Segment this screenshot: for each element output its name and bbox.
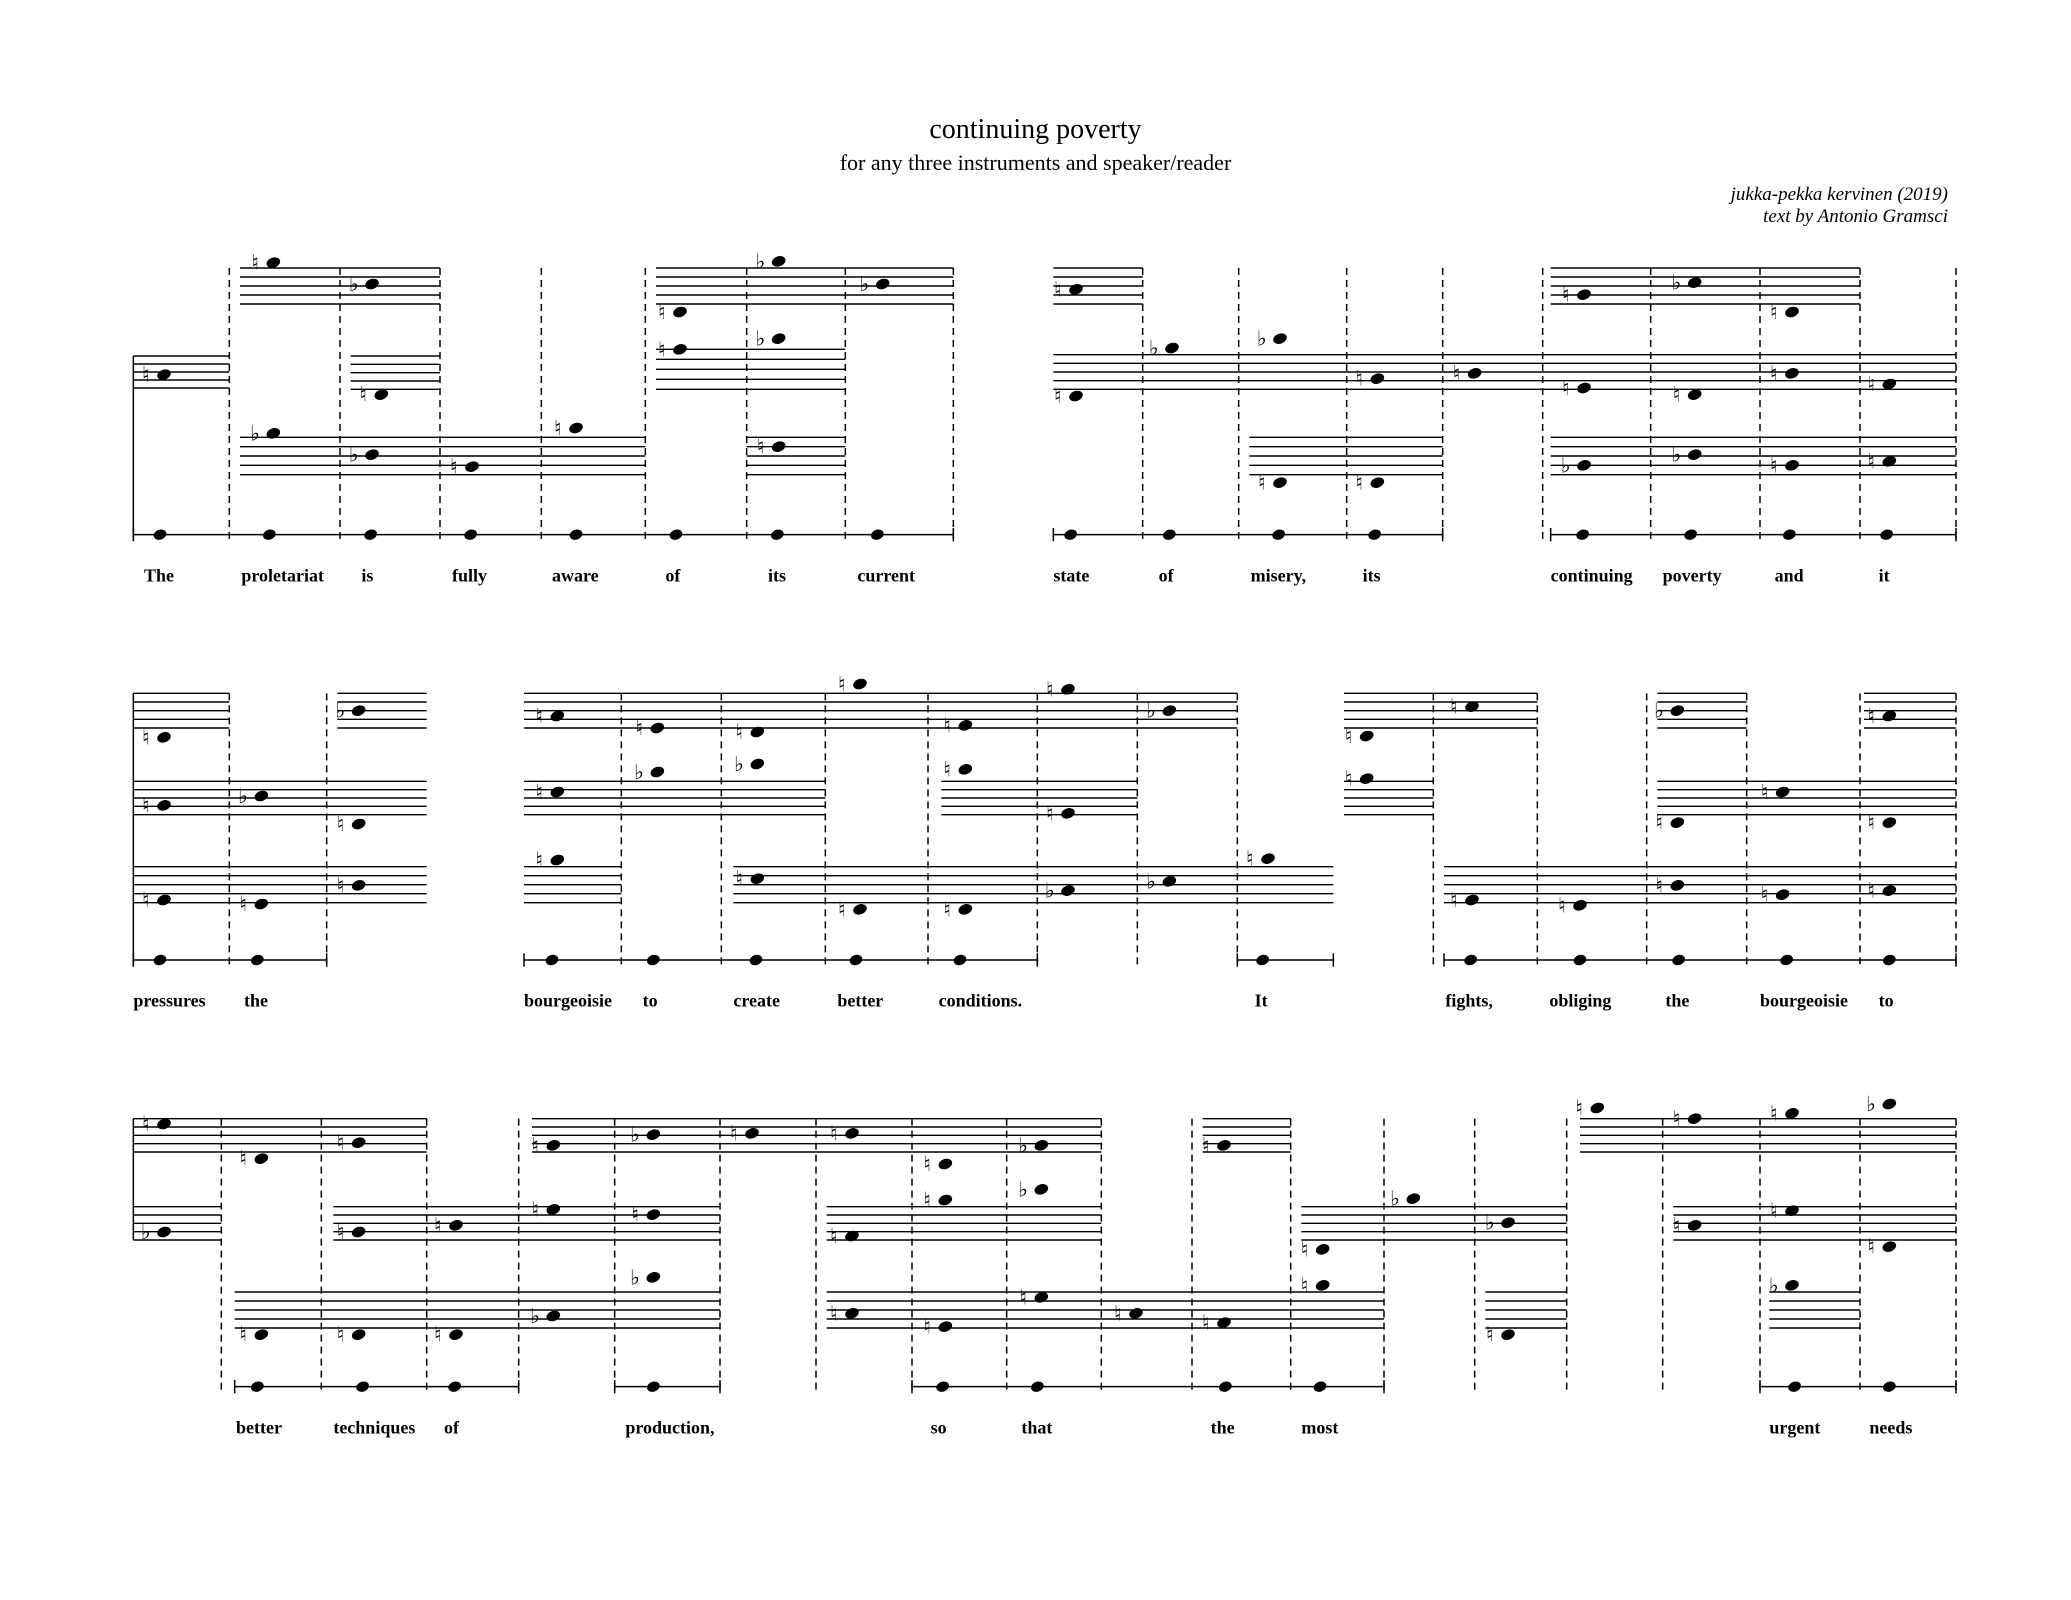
natural-sign: ♮ <box>1201 1310 1210 1335</box>
notehead <box>1060 682 1077 696</box>
lyric-word: to <box>1878 990 1894 1011</box>
notehead <box>464 460 481 474</box>
lyric-word: that <box>1021 1417 1053 1438</box>
speech-note <box>355 1380 371 1394</box>
natural-sign: ♮ <box>239 892 247 916</box>
natural-sign: ♮ <box>829 1224 838 1248</box>
natural-sign: ♮ <box>943 897 951 922</box>
notehead <box>844 1126 861 1140</box>
lyric-word: The <box>144 565 175 586</box>
notehead <box>1572 898 1589 912</box>
speech-note <box>250 1380 266 1394</box>
natural-sign: ♮ <box>141 1112 150 1136</box>
flat-sign: ♭ <box>348 272 359 296</box>
natural-sign: ♮ <box>1452 361 1461 386</box>
flat-sign: ♭ <box>634 760 644 784</box>
composer-credit: jukka-pekka kervinen (2019) <box>1730 184 1948 205</box>
flat-sign: ♭ <box>1671 442 1682 467</box>
speech-note <box>668 528 684 542</box>
lyric-word: and <box>1774 565 1804 586</box>
flat-sign: ♭ <box>1256 326 1267 351</box>
natural-sign: ♮ <box>1672 1213 1681 1238</box>
speech-note <box>646 953 662 967</box>
flat-sign: ♭ <box>630 1265 640 1290</box>
natural-sign: ♮ <box>1019 1285 1027 1310</box>
flat-sign: ♭ <box>250 421 260 446</box>
lyric-word: pressures <box>133 990 206 1011</box>
natural-sign: ♮ <box>359 382 367 407</box>
notehead <box>1784 1278 1801 1292</box>
natural-sign: ♮ <box>1672 382 1681 407</box>
flat-sign: ♭ <box>755 326 766 351</box>
natural-sign: ♮ <box>923 1152 931 1176</box>
speech-note <box>935 1380 951 1394</box>
lyric-word: state <box>1053 565 1090 586</box>
natural-sign: ♮ <box>1760 882 1769 907</box>
flat-sign: ♭ <box>530 1304 540 1328</box>
natural-sign: ♮ <box>1867 1234 1875 1259</box>
notehead <box>1369 476 1386 490</box>
lyric-word: needs <box>1869 1417 1913 1438</box>
lyric-word: conditions. <box>938 990 1023 1011</box>
natural-sign: ♮ <box>729 1121 738 1146</box>
notehead <box>350 1328 367 1342</box>
lyric-word: proletariat <box>241 565 324 586</box>
lyric-word: is <box>361 565 374 586</box>
natural-sign: ♮ <box>631 1202 639 1227</box>
speech-note <box>748 953 764 967</box>
lyric-word: better <box>837 990 884 1011</box>
natural-sign: ♮ <box>837 897 846 922</box>
notehead <box>1216 1138 1233 1152</box>
flat-sign: ♭ <box>734 752 744 776</box>
flat-sign: ♭ <box>140 1220 151 1244</box>
lyric-word: obliging <box>1549 990 1612 1011</box>
natural-sign: ♮ <box>1201 1133 1210 1158</box>
lyric-word: its <box>768 565 786 586</box>
notehead <box>1881 1240 1898 1254</box>
speech-note <box>447 1380 463 1394</box>
notehead <box>350 1225 367 1239</box>
notehead <box>1784 305 1801 319</box>
natural-sign: ♮ <box>531 1133 539 1158</box>
notehead <box>645 1270 662 1284</box>
natural-sign: ♮ <box>1867 704 1875 728</box>
natural-sign: ♮ <box>1769 361 1778 386</box>
natural-sign: ♮ <box>1449 888 1458 912</box>
flat-sign: ♭ <box>1044 878 1055 903</box>
notehead <box>844 1306 861 1320</box>
notehead <box>1881 816 1898 830</box>
natural-sign: ♮ <box>336 812 345 836</box>
speech-note <box>262 528 278 542</box>
speech-note <box>1787 1380 1803 1394</box>
natural-sign: ♮ <box>1355 366 1363 391</box>
notehead <box>1161 704 1178 718</box>
natural-sign: ♮ <box>923 1314 931 1339</box>
speech-note <box>646 1380 662 1394</box>
speech-note <box>770 528 786 542</box>
natural-sign: ♮ <box>1672 1106 1681 1131</box>
flat-sign: ♭ <box>1484 1210 1495 1235</box>
natural-sign: ♮ <box>1113 1301 1122 1326</box>
natural-sign: ♮ <box>1300 1273 1309 1298</box>
natural-sign: ♮ <box>531 1197 539 1222</box>
natural-sign: ♮ <box>943 757 951 782</box>
natural-sign: ♮ <box>943 713 951 738</box>
notehead <box>1686 276 1703 290</box>
flat-sign: ♭ <box>1148 336 1159 360</box>
flat-sign: ♭ <box>859 272 870 296</box>
notehead <box>744 1126 761 1140</box>
notehead <box>1589 1101 1606 1115</box>
natural-sign: ♮ <box>1053 277 1062 302</box>
notehead <box>1272 332 1289 346</box>
speech-note <box>1882 1380 1898 1394</box>
lyric-word: of <box>665 565 681 586</box>
notehead <box>1686 448 1703 462</box>
natural-sign: ♮ <box>1867 878 1875 903</box>
flat-sign: ♭ <box>1768 1273 1779 1298</box>
natural-sign: ♮ <box>635 716 643 740</box>
notehead <box>1784 458 1801 472</box>
notehead <box>852 677 869 691</box>
speech-note <box>1879 528 1895 542</box>
lyric-word: bourgeoisie <box>1760 990 1848 1011</box>
notehead <box>937 1157 954 1171</box>
natural-sign: ♮ <box>239 1146 247 1171</box>
natural-sign: ♮ <box>553 416 562 440</box>
natural-sign: ♮ <box>1867 372 1875 396</box>
speech-note <box>952 953 968 967</box>
natural-sign: ♮ <box>829 1301 838 1326</box>
notehead <box>770 332 787 346</box>
lyric-word: continuing <box>1550 565 1633 586</box>
lyric-word: its <box>1362 565 1381 586</box>
natural-sign: ♮ <box>141 888 150 912</box>
notehead <box>1576 288 1593 302</box>
natural-sign: ♮ <box>735 720 743 744</box>
natural-sign: ♮ <box>1760 780 1769 804</box>
notehead <box>448 1218 465 1232</box>
notehead <box>1466 366 1483 380</box>
natural-sign: ♮ <box>1257 470 1266 495</box>
notehead <box>1033 1138 1050 1152</box>
notehead <box>649 765 666 779</box>
natural-sign: ♮ <box>141 725 150 750</box>
notehead <box>749 757 766 771</box>
notehead <box>253 1152 270 1166</box>
notehead <box>1774 785 1791 799</box>
natural-sign: ♮ <box>535 780 543 804</box>
natural-sign: ♮ <box>336 1322 345 1347</box>
natural-sign: ♮ <box>1449 694 1458 719</box>
flat-sign: ♭ <box>1146 869 1156 894</box>
natural-sign: ♮ <box>1045 801 1054 826</box>
notehead <box>749 872 766 886</box>
natural-sign: ♮ <box>829 1121 838 1146</box>
lyric-word: create <box>733 990 780 1011</box>
notehead <box>1164 341 1181 355</box>
natural-sign: ♮ <box>1561 282 1570 307</box>
speech-note <box>1882 953 1898 967</box>
flat-sign: ♭ <box>238 784 248 808</box>
notehead <box>672 342 689 356</box>
notehead <box>350 704 367 718</box>
speech-note <box>152 528 168 542</box>
notehead <box>1369 372 1386 386</box>
notehead <box>253 897 270 911</box>
natural-sign: ♮ <box>336 1130 345 1155</box>
notehead <box>1784 366 1801 380</box>
speech-note <box>1162 528 1178 542</box>
flat-sign: ♭ <box>1866 1092 1876 1116</box>
natural-sign: ♮ <box>657 300 666 324</box>
notehead <box>1068 282 1085 296</box>
notehead <box>1576 381 1593 395</box>
notehead <box>770 440 787 454</box>
speech-note <box>1463 953 1479 967</box>
natural-sign: ♮ <box>449 454 458 479</box>
lyric-word: fully <box>452 565 488 586</box>
natural-sign: ♮ <box>1355 470 1363 495</box>
notehead <box>1272 476 1289 490</box>
notehead <box>1314 1278 1331 1292</box>
flat-sign: ♭ <box>1654 698 1664 723</box>
speech-note <box>1255 953 1271 967</box>
notehead <box>957 762 974 776</box>
flat-sign: ♭ <box>630 1122 640 1147</box>
notehead <box>1881 1097 1898 1111</box>
notehead <box>645 1208 662 1222</box>
notehead <box>852 902 869 916</box>
natural-sign: ♮ <box>1655 873 1663 898</box>
notehead <box>364 277 381 291</box>
notehead <box>770 254 787 268</box>
notehead <box>448 1328 465 1342</box>
speech-note <box>1683 528 1699 542</box>
natural-sign: ♮ <box>1053 384 1062 408</box>
notehead <box>545 1309 562 1323</box>
notehead <box>1669 878 1686 892</box>
notehead <box>1881 884 1898 898</box>
speech-note <box>544 953 560 967</box>
speech-note <box>363 528 379 542</box>
notehead <box>156 893 173 907</box>
notehead <box>1358 772 1375 786</box>
natural-sign: ♮ <box>657 337 666 362</box>
lyric-word: it <box>1878 565 1890 586</box>
notehead <box>672 305 689 319</box>
flat-sign: ♭ <box>1560 453 1571 478</box>
notehead <box>1500 1328 1517 1342</box>
speech-note <box>1572 953 1588 967</box>
notehead <box>1033 1182 1050 1196</box>
natural-sign: ♮ <box>1045 677 1054 702</box>
natural-sign: ♮ <box>1557 893 1566 918</box>
notehead <box>1576 458 1593 472</box>
notehead <box>937 1193 954 1207</box>
lyric-word: urgent <box>1769 1417 1821 1438</box>
lyric-word: fights, <box>1445 990 1493 1011</box>
natural-sign: ♮ <box>1769 1101 1778 1126</box>
speech-note <box>1218 1380 1234 1394</box>
natural-sign: ♮ <box>735 866 743 891</box>
natural-sign: ♮ <box>1344 766 1353 791</box>
natural-sign: ♮ <box>1344 724 1353 748</box>
notehead <box>649 721 666 735</box>
notehead <box>253 1328 270 1342</box>
lyric-word: aware <box>552 565 599 586</box>
notehead <box>1669 704 1686 718</box>
notehead <box>1686 1112 1703 1126</box>
lyric-word: misery, <box>1250 565 1307 586</box>
notehead <box>1068 389 1085 403</box>
natural-sign: ♮ <box>1485 1322 1494 1347</box>
speech-note <box>1779 953 1795 967</box>
notehead <box>1405 1192 1422 1206</box>
speech-note <box>1575 528 1591 542</box>
notehead <box>568 421 585 435</box>
speech-note <box>1782 528 1798 542</box>
speech-note <box>1030 1380 1046 1394</box>
notehead <box>1128 1306 1145 1320</box>
notehead <box>1464 893 1481 907</box>
natural-sign: ♮ <box>239 1322 247 1347</box>
natural-sign: ♮ <box>1655 810 1663 835</box>
speech-note <box>848 953 864 967</box>
lyric-word: the <box>1210 1417 1235 1438</box>
notehead <box>937 1320 954 1334</box>
notehead <box>549 853 566 867</box>
flat-sign: ♭ <box>335 698 346 723</box>
notehead <box>1060 806 1077 820</box>
speech-note <box>1271 528 1287 542</box>
notehead <box>350 817 367 831</box>
natural-sign: ♮ <box>1769 453 1778 478</box>
speech-note <box>152 953 168 967</box>
natural-sign: ♮ <box>336 873 345 898</box>
natural-sign: ♮ <box>1867 810 1875 835</box>
speech-note <box>1367 528 1383 542</box>
speech-note <box>1312 1380 1328 1394</box>
natural-sign: ♮ <box>1245 846 1254 871</box>
lyric-word: bourgeoisie <box>524 990 612 1011</box>
natural-sign: ♮ <box>1300 1237 1309 1262</box>
notehead <box>265 426 282 440</box>
notehead <box>1161 874 1178 888</box>
speech-note <box>1063 528 1079 542</box>
lyric-word: of <box>1158 565 1174 586</box>
natural-sign: ♮ <box>1769 1198 1778 1223</box>
notehead <box>156 798 173 812</box>
text-credit: text by Antonio Gramsci <box>1763 206 1948 227</box>
notehead <box>957 902 974 916</box>
speech-note <box>463 528 479 542</box>
lyric-word: production, <box>625 1417 715 1438</box>
notehead <box>1358 729 1375 743</box>
notehead <box>874 277 891 291</box>
lyric-word: of <box>444 1417 459 1438</box>
score-subtitle: for any three instruments and speaker/reader <box>839 150 1232 175</box>
score-title: continuing poverty <box>929 114 1142 145</box>
lyric-word: current <box>857 565 915 586</box>
natural-sign: ♮ <box>251 250 259 275</box>
flat-sign: ♭ <box>1018 1133 1028 1158</box>
notehead <box>156 1225 173 1239</box>
lyric-word: most <box>1301 1417 1339 1438</box>
natural-sign: ♮ <box>141 362 150 387</box>
natural-sign: ♮ <box>1867 449 1875 474</box>
lyric-word: techniques <box>333 1417 416 1438</box>
notehead <box>350 878 367 892</box>
flat-sign: ♭ <box>1146 698 1156 723</box>
natural-sign: ♮ <box>535 704 543 728</box>
flat-sign: ♭ <box>1390 1186 1400 1211</box>
natural-sign: ♮ <box>535 848 543 872</box>
speech-note <box>250 953 266 967</box>
natural-sign: ♮ <box>1561 376 1570 400</box>
flat-sign: ♭ <box>1018 1177 1028 1202</box>
natural-sign: ♮ <box>1575 1096 1583 1120</box>
natural-sign: ♮ <box>336 1220 345 1244</box>
notehead <box>1686 1218 1703 1232</box>
flat-sign: ♭ <box>348 442 359 467</box>
notehead <box>545 1202 562 1216</box>
speech-note <box>870 528 886 542</box>
notehead <box>364 448 381 462</box>
speech-note <box>1671 953 1687 967</box>
natural-sign: ♮ <box>756 434 765 459</box>
lyric-word: poverty <box>1662 565 1722 586</box>
notehead <box>1669 816 1686 830</box>
notehead <box>549 785 566 799</box>
notehead <box>1260 852 1277 866</box>
natural-sign: ♮ <box>837 672 846 696</box>
lyric-word: to <box>642 990 658 1011</box>
notehead <box>1060 884 1077 898</box>
natural-sign: ♮ <box>433 1213 442 1238</box>
flat-sign: ♭ <box>755 249 766 274</box>
natural-sign: ♮ <box>433 1322 442 1347</box>
lyric-word: the <box>244 990 268 1011</box>
lyric-word: so <box>930 1417 947 1438</box>
notehead <box>1774 888 1791 902</box>
lyric-word: better <box>236 1417 282 1438</box>
notehead <box>1500 1216 1517 1230</box>
notehead <box>957 718 974 732</box>
notehead <box>253 789 270 803</box>
notehead <box>749 725 766 739</box>
notehead <box>350 1136 367 1150</box>
flat-sign: ♭ <box>1671 270 1682 295</box>
notehead <box>645 1128 662 1142</box>
speech-note <box>568 528 584 542</box>
lyric-word: the <box>1665 990 1690 1011</box>
lyric-word: It <box>1254 990 1268 1011</box>
natural-sign: ♮ <box>1769 300 1778 324</box>
notehead <box>1314 1242 1331 1256</box>
natural-sign: ♮ <box>141 793 150 818</box>
notehead <box>156 730 173 744</box>
natural-sign: ♮ <box>923 1188 931 1212</box>
notehead <box>545 1138 562 1152</box>
